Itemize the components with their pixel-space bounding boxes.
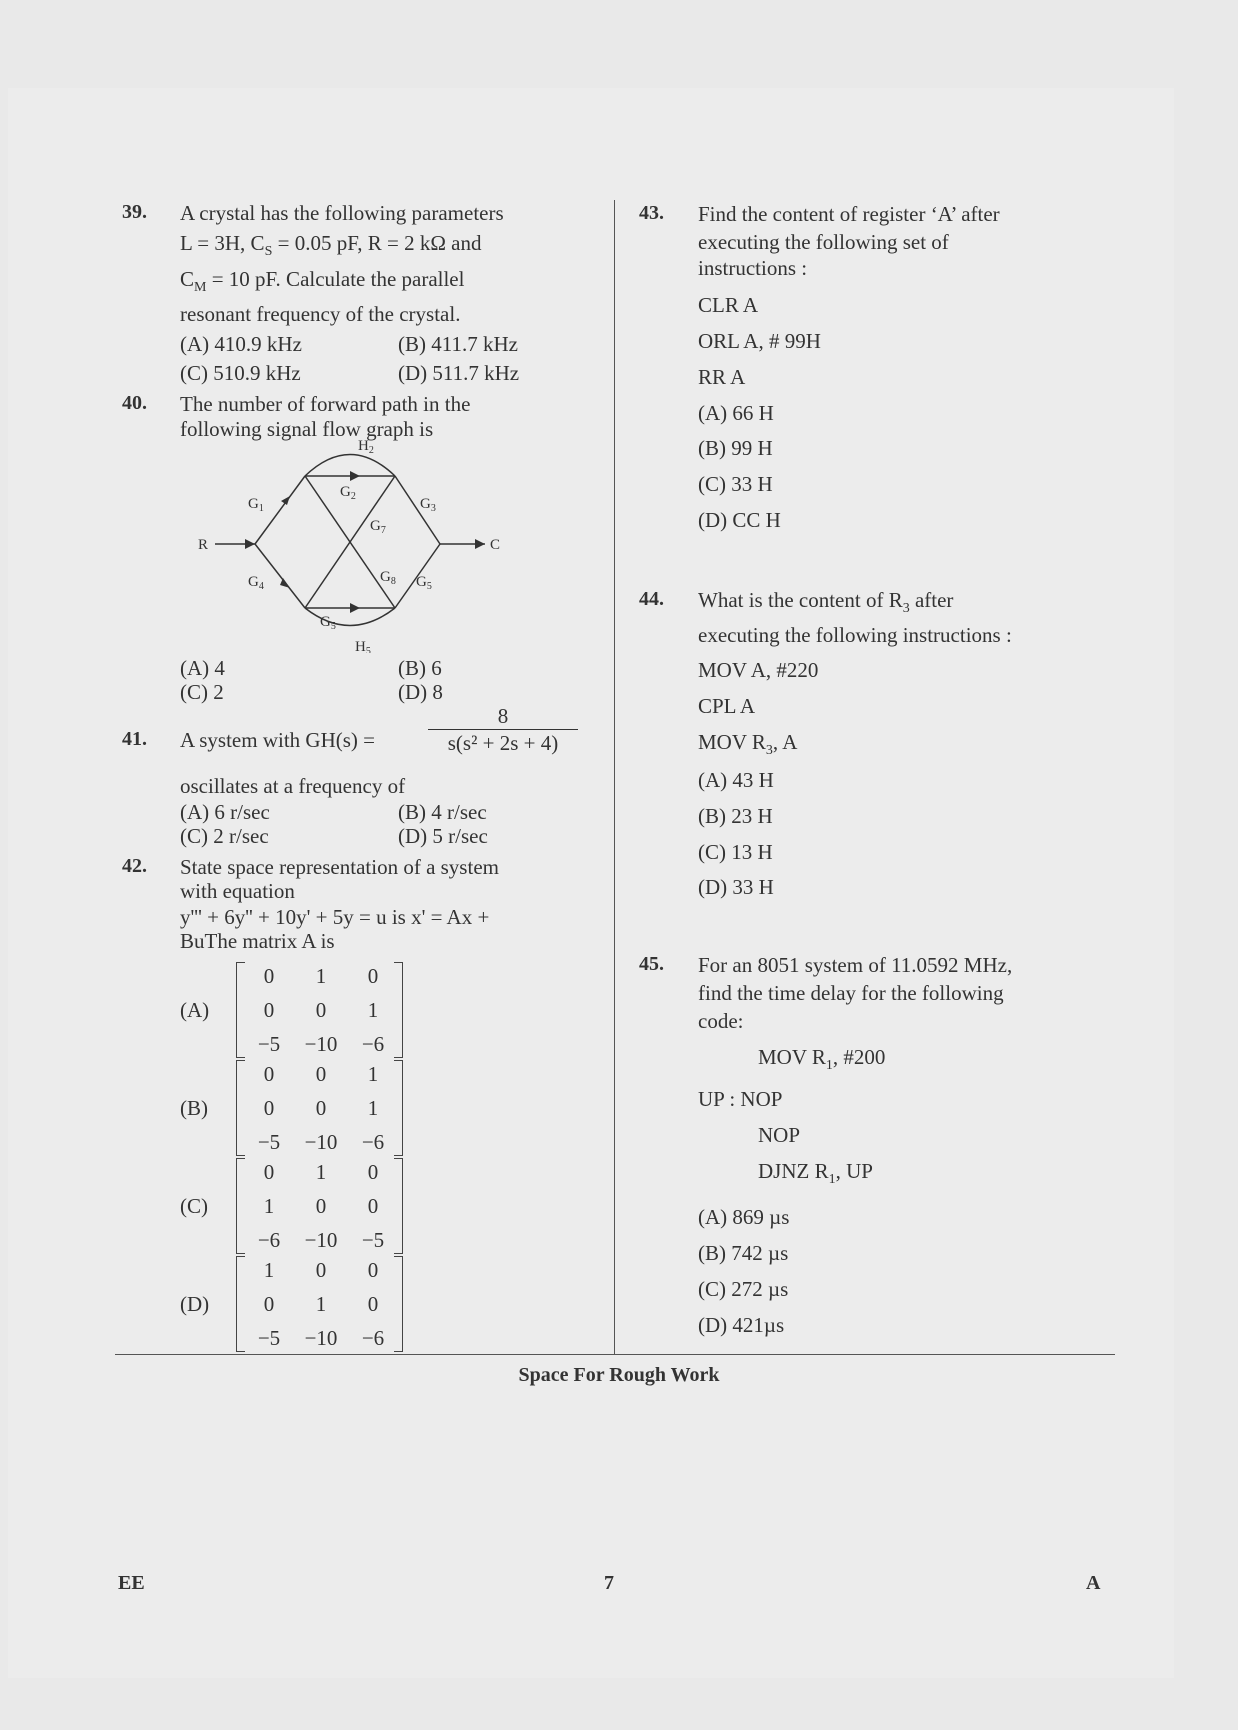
q40-option-a[interactable]: (A) 4 (180, 656, 225, 680)
q39-option-d[interactable]: (D) 511.7 kHz (398, 361, 520, 385)
q45-line-3: code: (698, 1009, 744, 1033)
q41-fraction (428, 703, 578, 756)
graph-label-g5-right: $G_5$ (416, 574, 432, 592)
arrow-icon (280, 578, 290, 588)
q42-option-a[interactable]: (A) (180, 998, 210, 1022)
graph-label-g8: $G_8$ (380, 569, 396, 587)
matrix-cell: −6 (361, 1032, 385, 1056)
arrow-icon (281, 496, 290, 505)
q43-line-3: instructions : (698, 256, 808, 280)
q43-line-2: executing the following set of (698, 230, 949, 254)
q45-option-a[interactable]: (A) 869 µs (698, 1205, 790, 1229)
q39-line-4: resonant frequency of the crystal. (180, 302, 461, 326)
matrix-cell: 0 (315, 1194, 327, 1218)
q45-code-3: NOP (758, 1123, 801, 1147)
graph-label-g4: $G_4$ (248, 574, 264, 592)
matrix-cell: 0 (263, 1160, 275, 1184)
q45-option-d[interactable]: (D) 421µs (698, 1313, 785, 1337)
q41-option-b[interactable]: (B) 4 r/sec (398, 800, 487, 824)
q44-code-3: MOV $R_3$, A (698, 730, 798, 759)
arrow-icon (475, 539, 485, 549)
q45-code-2: UP : NOP (698, 1087, 783, 1111)
page-number: 7 (604, 1572, 614, 1594)
matrix-cell: −10 (304, 1130, 338, 1154)
q44-line-2: executing the following instructions : (698, 623, 1012, 647)
q45-option-c[interactable]: (C) 272 µs (698, 1277, 789, 1301)
q41-numerator: 8 (497, 704, 509, 728)
q42-option-c[interactable]: (C) (180, 1194, 208, 1218)
question-44-number: 44. (639, 588, 664, 610)
footer-subject-code: EE (118, 1572, 145, 1594)
bottom-rule (115, 1354, 1115, 1355)
q44-option-d[interactable]: (D) 33 H (698, 875, 774, 899)
matrix-cell: −10 (304, 1228, 338, 1252)
footer-series: A (1086, 1572, 1101, 1594)
matrix-cell: 1 (367, 1096, 379, 1120)
matrix-cell: 0 (263, 1096, 275, 1120)
question-40-number: 40. (122, 392, 147, 414)
matrix-cell: 0 (367, 964, 379, 988)
graph-label-h2: $H_2$ (358, 438, 374, 456)
q44-option-c[interactable]: (C) 13 H (698, 840, 773, 864)
q45-line-1: For an 8051 system of 11.0592 MHz, (698, 953, 1013, 977)
arrow-icon (350, 603, 360, 613)
matrix-cell: 0 (367, 1160, 379, 1184)
matrix-cell: 0 (263, 998, 275, 1022)
q40-line-2: following signal flow graph is (180, 417, 434, 441)
column-divider (614, 200, 615, 1355)
matrix-cell: 0 (315, 1258, 327, 1282)
question-39-number: 39. (122, 201, 147, 223)
q43-option-b[interactable]: (B) 99 H (698, 436, 773, 460)
matrix-cell: −5 (257, 1032, 281, 1056)
graph-label-g7: $G_7$ (370, 518, 386, 536)
graph-label-h5: $H_5$ (355, 639, 371, 653)
rough-work-label: Space For Rough Work (518, 1364, 720, 1386)
q45-code-4: DJNZ $R_1$, UP (758, 1159, 873, 1188)
q42-line-2: with equation (180, 879, 295, 903)
graph-label-g5: $G_5$ (320, 614, 336, 632)
matrix-cell: 1 (315, 1160, 327, 1184)
matrix-cell: −10 (304, 1326, 338, 1350)
q42-line-4: BuThe matrix A is (180, 929, 335, 953)
q45-code-1: MOV $R_1$, #200 (758, 1045, 886, 1074)
question-42-number: 42. (122, 855, 147, 877)
question-43-number: 43. (639, 202, 664, 224)
question-45-number: 45. (639, 953, 664, 975)
graph-label-g2: $G_2$ (340, 484, 356, 502)
q39-option-b[interactable]: (B) 411.7 kHz (398, 332, 518, 356)
q43-option-c[interactable]: (C) 33 H (698, 472, 773, 496)
arrow-icon (245, 539, 255, 549)
q43-option-a[interactable]: (A) 66 H (698, 401, 774, 425)
q39-line-1: A crystal has the following parameters (180, 201, 504, 225)
q45-line-2: find the time delay for the following (698, 981, 1004, 1005)
q39-line-3: $C_M = 10$ pF. Calculate the parallel (180, 267, 465, 296)
matrix-cell: 0 (367, 1258, 379, 1282)
q42-line-3: y''' + 6y'' + 10y' + 5y = u is x' = Ax + (180, 905, 490, 929)
q41-option-d[interactable]: (D) 5 r/sec (398, 824, 488, 848)
matrix-cell: 0 (315, 998, 327, 1022)
q42-option-b[interactable]: (B) (180, 1096, 208, 1120)
matrix-cell: −6 (361, 1326, 385, 1350)
matrix-cell: 0 (263, 1292, 275, 1316)
q40-option-b[interactable]: (B) 6 (398, 656, 442, 680)
matrix-cell: 1 (315, 1292, 327, 1316)
matrix-cell: 0 (263, 1062, 275, 1086)
matrix-cell: 0 (367, 1292, 379, 1316)
q40-option-c[interactable]: (C) 2 (180, 680, 224, 704)
matrix-cell: −5 (361, 1228, 385, 1252)
matrix-cell: 1 (367, 998, 379, 1022)
q41-prefix: A system with GH(s) = (180, 728, 376, 752)
matrix-cell: 0 (367, 1194, 379, 1218)
q45-option-b[interactable]: (B) 742 µs (698, 1241, 789, 1265)
matrix-cell: 1 (315, 964, 327, 988)
matrix-cell: 1 (263, 1258, 275, 1282)
matrix-cell: 0 (315, 1062, 327, 1086)
q44-line-1: What is the content of $R_3$ after (698, 588, 954, 617)
q40-line-1: The number of forward path in the (180, 392, 471, 416)
arrow-icon (350, 471, 360, 481)
q44-code-1: MOV A, #220 (698, 658, 819, 682)
q43-option-d[interactable]: (D) CC H (698, 508, 781, 532)
q42-line-1: State space representation of a system (180, 855, 499, 879)
graph-label-r: R (198, 537, 209, 553)
graph-label-g1: $G_1$ (248, 496, 264, 514)
signal-flow-graph (190, 438, 520, 653)
matrix-cell: 0 (263, 964, 275, 988)
graph-label-g3: $G_3$ (420, 496, 436, 514)
q41-option-a[interactable]: (A) 6 r/sec (180, 800, 270, 824)
q43-code-3: RR A (698, 365, 746, 389)
q43-line-1: Find the content of register ‘A’ after (698, 202, 1000, 226)
q41-option-c[interactable]: (C) 2 r/sec (180, 824, 269, 848)
matrix-cell: −6 (257, 1228, 281, 1252)
matrix-cell: 1 (367, 1062, 379, 1086)
q44-option-b[interactable]: (B) 23 H (698, 804, 773, 828)
q44-option-a[interactable]: (A) 43 H (698, 768, 774, 792)
graph-label-c: C (490, 537, 501, 553)
q43-code-1: CLR A (698, 293, 759, 317)
q39-option-c[interactable]: (C) 510.9 kHz (180, 361, 301, 385)
matrix-cell: −5 (257, 1130, 281, 1154)
q39-option-a[interactable]: (A) 410.9 kHz (180, 332, 302, 356)
matrix-cell: −5 (257, 1326, 281, 1350)
q43-code-2: ORL A, # 99H (698, 329, 821, 353)
question-41-number: 41. (122, 728, 147, 750)
q41-line-2: oscillates at a frequency of (180, 774, 406, 798)
q39-line-2: L = 3H, $C_S = 0.05$ pF, R = 2 kΩ and (180, 231, 482, 260)
q41-denominator: s(s² + 2s + 4) (428, 729, 578, 756)
matrix-cell: −10 (304, 1032, 338, 1056)
q40-option-d[interactable]: (D) 8 (398, 680, 443, 704)
q44-code-2: CPL A (698, 694, 755, 718)
matrix-cell: 0 (315, 1096, 327, 1120)
q42-option-d[interactable]: (D) (180, 1292, 210, 1316)
matrix-cell: −6 (361, 1130, 385, 1154)
matrix-cell: 1 (263, 1194, 275, 1218)
